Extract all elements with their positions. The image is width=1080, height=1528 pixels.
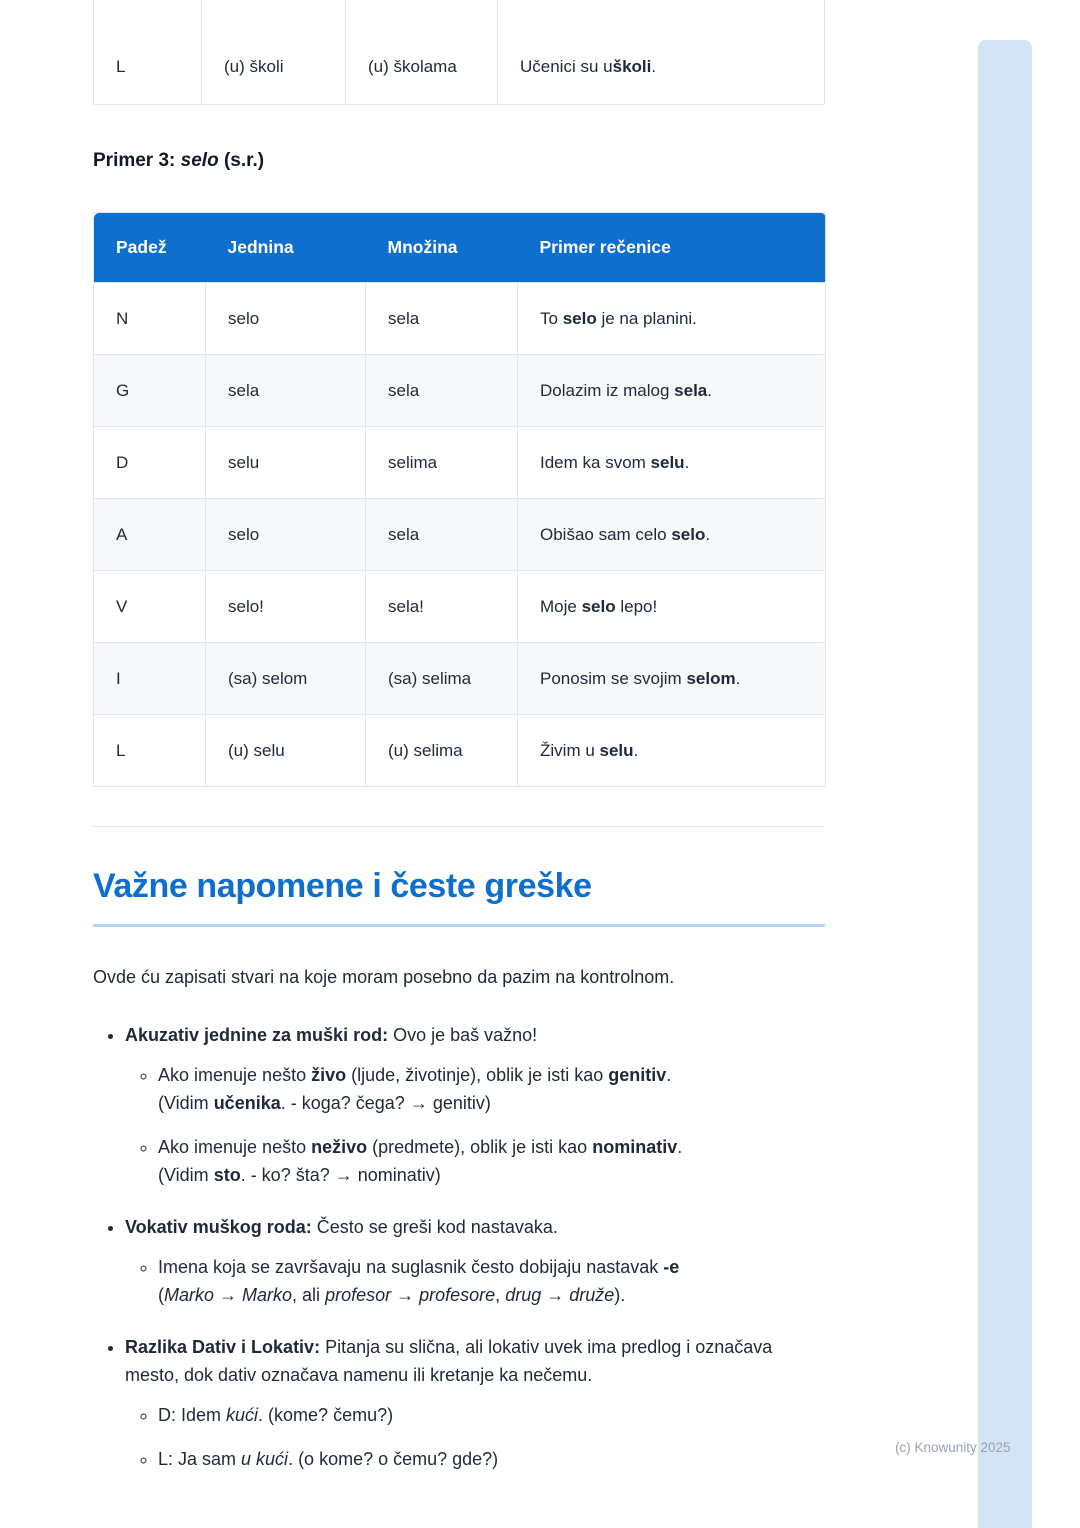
- note-item: [125, 1213, 825, 1309]
- prev-cell-singular: (u) školi: [202, 0, 346, 104]
- cell-example: Živim u selu.: [518, 715, 826, 787]
- cell-plural: sela!: [366, 571, 518, 643]
- table-row: [94, 715, 826, 787]
- cell-example: Dolazim iz malog sela.: [518, 355, 826, 427]
- note-subitem: ◦ Ako imenuje nešto neživo (predmete), oblik je isti kao nominativ. (Vidim sto. - ko? šta? → nominativ): [158, 1133, 825, 1189]
- note-lead: Razlika Dativ i Lokativ: Pitanja su slična, ali lokativ uvek ima predlog i označava mesto, dok dativ označava namenu ili kretanje ka nečemu.: [125, 1337, 773, 1385]
- cell-case: I: [94, 643, 206, 715]
- cell-case: G: [94, 355, 206, 427]
- cell-case: A: [94, 499, 206, 571]
- cell-example: Moje selo lepo!: [518, 571, 826, 643]
- cell-example: Ponosim se svojim selom.: [518, 643, 826, 715]
- table-row: [94, 571, 826, 643]
- prev-cell-plural: (u) školama: [346, 0, 498, 104]
- cell-singular: selu: [206, 427, 366, 499]
- table-header-row: [94, 213, 826, 283]
- note-subitem: ◦ Ako imenuje nešto živo (ljude, životinje), oblik je isti kao genitiv. (Vidim učenika. - koga? čega? → genitiv): [158, 1061, 825, 1117]
- note-sublist: [125, 1061, 825, 1189]
- note-lead: Vokativ muškog roda: Često se greši kod nastavaka.: [125, 1217, 558, 1237]
- cell-plural: sela: [366, 499, 518, 571]
- table-row: [94, 427, 826, 499]
- note-subitem: ◦ Imena koja se završavaju na suglasnik često dobijaju nastavak -e (Marko → Marko, ali profesor → profesore, drug → druže).: [158, 1253, 825, 1309]
- primer3-heading: Primer 3: selo (s.r.): [93, 150, 265, 171]
- note-item: [125, 1021, 825, 1189]
- cell-example: To selo je na planini.: [518, 283, 826, 355]
- note-item: [125, 1333, 825, 1473]
- column-header-case: Padež: [94, 213, 206, 283]
- cell-singular: selo: [206, 283, 366, 355]
- cell-plural: sela: [366, 283, 518, 355]
- cell-singular: (sa) selom: [206, 643, 366, 715]
- note-sublist: [125, 1253, 825, 1309]
- prev-cell-example: Učenici su u školi .: [520, 57, 657, 76]
- page-edge-strip: [978, 40, 1032, 1528]
- cell-singular: selo!: [206, 571, 366, 643]
- previous-table-fragment-row: [93, 0, 825, 105]
- column-header-plural: Množina: [366, 213, 518, 283]
- cell-singular: selo: [206, 499, 366, 571]
- cell-plural: selima: [366, 427, 518, 499]
- cell-plural: sela: [366, 355, 518, 427]
- table-row: [94, 355, 826, 427]
- note-subitem: ◦ L: Ja sam u kući. (o kome? o čemu? gde?): [158, 1445, 825, 1473]
- table-row: [94, 499, 826, 571]
- cell-plural: (u) selima: [366, 715, 518, 787]
- notes-list: [93, 1021, 825, 1473]
- notes-section-heading: Važne napomene i česte greške: [93, 867, 825, 927]
- selo-declension-table: [93, 212, 826, 787]
- watermark: (c) Knowunity 2025: [895, 1440, 1011, 1455]
- note-subitem: ◦ D: Idem kući. (kome? čemu?): [158, 1401, 825, 1429]
- cell-plural: (sa) selima: [366, 643, 518, 715]
- table-row: [94, 283, 826, 355]
- column-header-singular: Jednina: [206, 213, 366, 283]
- note-sublist: [125, 1401, 825, 1473]
- cell-case: N: [94, 283, 206, 355]
- cell-case: L: [94, 715, 206, 787]
- document-content: [93, 0, 825, 1497]
- cell-example: Obišao sam celo selo.: [518, 499, 826, 571]
- cell-case: V: [94, 571, 206, 643]
- prev-cell-case: L: [94, 0, 202, 104]
- cell-case: D: [94, 427, 206, 499]
- cell-singular: sela: [206, 355, 366, 427]
- column-header-example: Primer rečenice: [518, 213, 826, 283]
- note-lead: Akuzativ jednine za muški rod: Ovo je baš važno!: [125, 1025, 538, 1045]
- notes-intro-paragraph: Ovde ću zapisati stvari na koje moram posebno da pazim na kontrolnom.: [93, 967, 675, 987]
- cell-singular: (u) selu: [206, 715, 366, 787]
- table-row: [94, 643, 826, 715]
- cell-example: Idem ka svom selu.: [518, 427, 826, 499]
- section-divider: [93, 826, 825, 827]
